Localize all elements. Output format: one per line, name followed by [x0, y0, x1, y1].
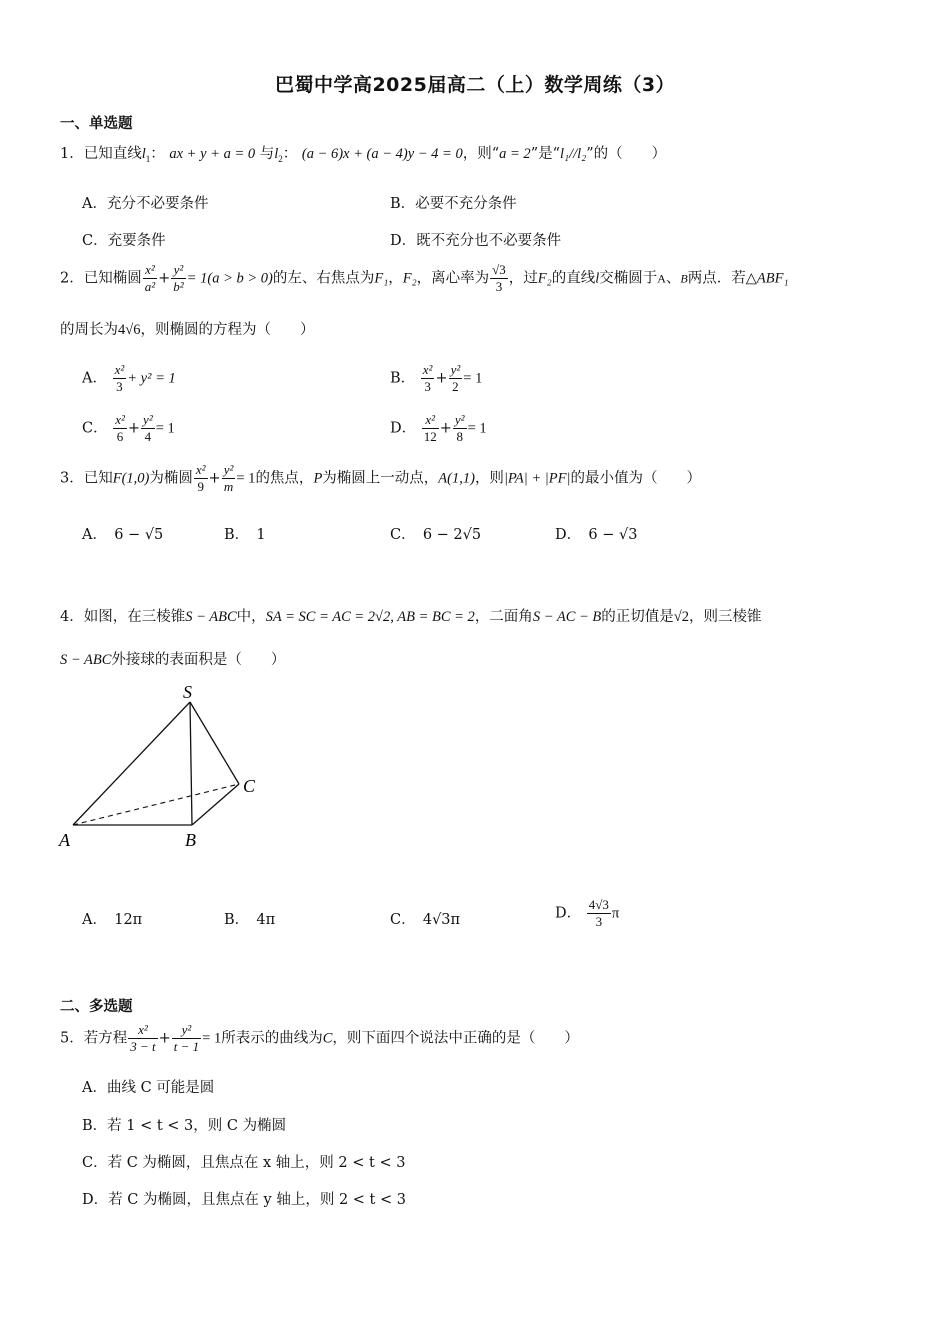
q4-option-c[interactable]: C． 4√3π	[390, 912, 461, 928]
section-multiple-choice: 二、多选题	[60, 999, 133, 1015]
vertex-label-a: A	[59, 830, 70, 850]
vertex-label-b: B	[185, 830, 196, 850]
question-1-stem: 1．已知直线$l_1$： ax + y + a = 0 与$l_2$： (a − 6)x + (a − 4)y − 4 = 0，则“a = 2”是“l₁//l₂”的（ ）	[60, 146, 667, 164]
tetrahedron-figure	[55, 680, 275, 855]
question-4-stem-line2: S − ABC外接球的表面积是（ ）	[60, 652, 286, 668]
q5-option-c[interactable]: C．若 C 为椭圆，且焦点在 x 轴上，则 2 < t < 3	[82, 1155, 406, 1171]
q4-option-a[interactable]: A． 12π	[82, 912, 143, 928]
question-5-stem: 5．若方程 $\frac{\text{x²}}{3 - t}$ + $\frac{\text{y²}}{t - 1}$ = 1所表示的曲线为C，则下面四个说法中正确的是（ ）	[60, 1022, 579, 1054]
question-2-stem: 2．已知椭圆 $\frac{\text{x²}}{\text{a²}}$ + $\frac{\text{y²}}{\text{b²}}$ = 1(a > b > 0)的左、右焦点为F₁，F₂，离心率为 $\frac{√3}{3}$ ，过F₂的直线l交椭圆于A、B两点．若△ABF₁	[60, 262, 789, 294]
q1-option-c[interactable]: C．充要条件	[82, 233, 166, 249]
q2-option-c[interactable]: C． $\frac{\text{x²}}{6}$ + $\frac{\text{y²}}{4}$ = 1	[82, 412, 175, 444]
vertex-label-c: C	[243, 776, 256, 796]
vertex-label-s: S	[183, 682, 192, 702]
q1-option-b[interactable]: B．必要不充分条件	[390, 196, 517, 212]
edge-sc	[190, 702, 239, 784]
page-title: 巴蜀中学高2025届高二（上）数学周练（3）	[274, 74, 676, 96]
eccentricity-fraction: $\frac{√3}{3}$	[492, 262, 506, 294]
q2-option-d[interactable]: D． $\frac{\text{x²}}{12}$ + $\frac{\text{y²}}{8}$ = 1	[390, 412, 487, 444]
ellipse-y-fraction: $\frac{\text{y²}}{\text{b²}}$	[173, 262, 184, 294]
q3-option-d[interactable]: D． 6 − √3	[555, 527, 638, 543]
q3-option-a[interactable]: A． 6 − √5	[82, 527, 164, 543]
question-4-stem: 4．如图，在三棱锥S − ABC中，SA = SC = AC = 2√2, AB = BC = 2，二面角S − AC − B的正切值是√2，则三棱锥	[60, 609, 762, 625]
q5-option-a[interactable]: A．曲线 C 可能是圆	[82, 1080, 215, 1096]
q5-option-d[interactable]: D．若 C 为椭圆，且焦点在 y 轴上，则 2 < t < 3	[82, 1192, 406, 1208]
q3-option-c[interactable]: C． 6 − 2√5	[390, 527, 482, 543]
section-single-choice: 一、单选题	[60, 116, 133, 132]
q4-option-d[interactable]: D． $\frac{4√3}{3}$ π	[555, 897, 620, 929]
q1-option-a[interactable]: A．充分不必要条件	[82, 196, 209, 212]
edge-sa	[73, 702, 190, 825]
edge-ac-hidden	[73, 784, 239, 825]
q2-option-a[interactable]: A． $\frac{\text{x²}}{3}$ + y² = 1	[82, 362, 176, 394]
question-3-stem: 3．已知F(1,0)为椭圆 $\frac{\text{x²}}{9}$ + $\frac{\text{y²}}{m}$ = 1的焦点，P为椭圆上一动点，A(1,1)，则|PA| + |PF|的最小值为（ ）	[60, 462, 701, 494]
q3-option-b[interactable]: B． 1	[224, 527, 266, 543]
q2-option-b[interactable]: B． $\frac{\text{x²}}{3}$ + $\frac{\text{y²}}{2}$ = 1	[390, 362, 483, 394]
q4-option-b[interactable]: B． 4π	[224, 912, 276, 928]
q5-option-b[interactable]: B．若 1 < t < 3，则 C 为椭圆	[82, 1118, 287, 1134]
edge-sb	[190, 702, 192, 825]
q1-option-d[interactable]: D．既不充分也不必要条件	[390, 233, 562, 249]
ellipse-x-fraction: $\frac{\text{x²}}{\text{a²}}$	[144, 262, 156, 294]
question-2-stem-line2: 的周长为4√6，则椭圆的方程为（ ）	[60, 322, 315, 338]
